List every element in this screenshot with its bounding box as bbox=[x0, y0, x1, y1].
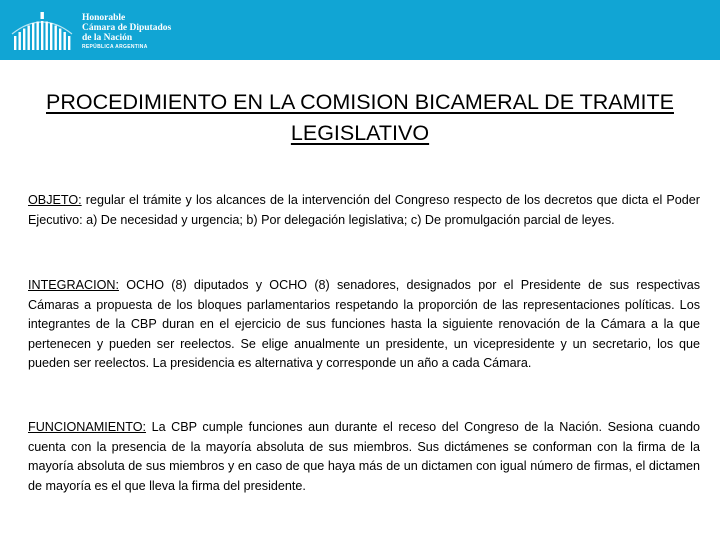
section-label: FUNCIONAMIENTO: bbox=[28, 420, 147, 434]
section-integracion bbox=[28, 276, 700, 374]
section-label: INTEGRACION: bbox=[28, 278, 119, 292]
section-text: regular el trámite y los alcances de la intervención del Congreso respecto de los decretos que dicta el Poder Ejecutivo: a) De necesidad y urgencia; b) Por delegación legislativa; c) De promulgación parcial de leyes. bbox=[28, 193, 700, 227]
page-title: PROCEDIMIENTO EN LA COMISION BICAMERAL DE TRAMITE LEGISLATIVO bbox=[46, 90, 674, 145]
section-funcionamiento bbox=[28, 418, 700, 496]
section-text: La CBP cumple funciones aun durante el receso del Congreso de la Nación. Sesiona cuando cuenta con la presencia de la mayoría absoluta de sus miembros. Sus dictámenes se conforman con la firma de la mayoría absoluta de sus miembros y en caso de que haya más de un dictamen con igual número de firmas, el dictamen de mayoría es el que lleva la firma del presidente. bbox=[28, 420, 700, 493]
logo-subtitle: REPÚBLICA ARGENTINA bbox=[82, 44, 148, 50]
section-objeto bbox=[28, 191, 700, 230]
logo-line-1: Honorable bbox=[82, 13, 126, 23]
section-text: OCHO (8) diputados y OCHO (8) senadores, designados por el Presidente de sus respectivas Cámaras a propuesta de los bloques parlamentarios respetando la proporción de las representaciones políticas. Los integrantes de la CBP duran en el ejercicio de sus funciones hasta la siguiente renovación de la Cámara a la que pertenecen y pueden ser reelectos. Se elige anualmente un presidente, un vicepresidente y un secretario, los que pueden ser reelectos. La presidencia es alternativa y corresponde un año a cada Cámara. bbox=[28, 278, 700, 371]
congress-dome-icon bbox=[10, 10, 74, 52]
logo-text bbox=[82, 10, 171, 51]
logo-line-2: Cámara de Diputados bbox=[82, 23, 172, 33]
section-label: OBJETO: bbox=[28, 193, 82, 207]
logo-line-3: de la Nación bbox=[82, 33, 133, 43]
logo bbox=[10, 10, 171, 52]
header-bar bbox=[0, 0, 720, 60]
